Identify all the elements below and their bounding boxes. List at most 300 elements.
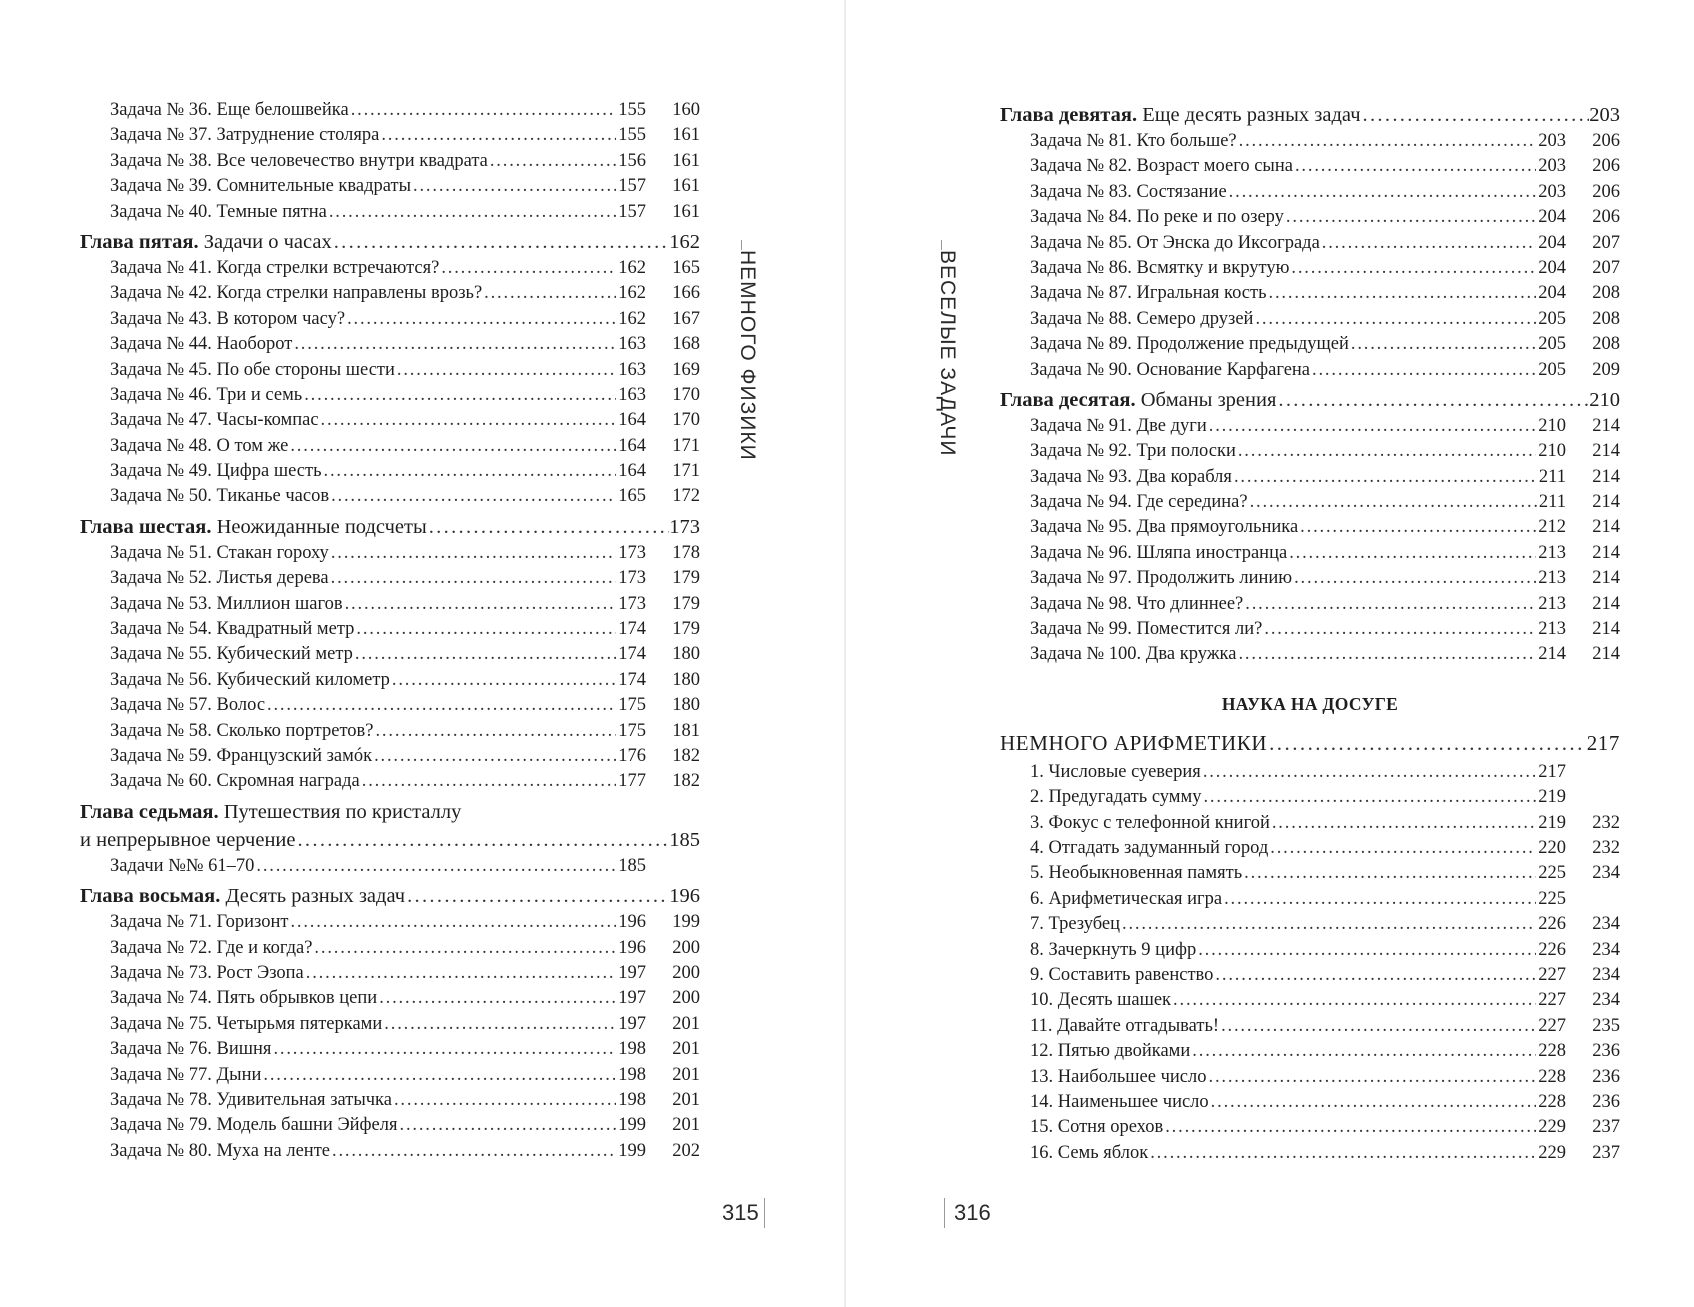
leader-dots — [1245, 592, 1536, 617]
leader-dots — [429, 513, 670, 541]
leader-dots — [267, 693, 616, 718]
leader-dots — [394, 1088, 616, 1113]
page-ref: 204 — [1538, 283, 1566, 304]
page-ref: 199 — [618, 1140, 646, 1161]
leader-dots — [1165, 1115, 1536, 1140]
answer-page-ref: 214 — [1592, 415, 1620, 436]
page-ref: 203 — [1538, 181, 1566, 202]
answer-page-ref: 179 — [672, 619, 700, 640]
toc-entry[interactable] — [80, 174, 700, 199]
answer-page-ref: 201 — [672, 1039, 700, 1060]
page-ref: 204 — [1538, 257, 1566, 278]
leader-dots — [1269, 726, 1585, 760]
answer-page-ref: 214 — [1592, 517, 1620, 538]
leader-dots — [397, 358, 616, 383]
page-ref: 196 — [618, 937, 646, 958]
page-ref: 155 — [618, 100, 646, 120]
answer-page-ref: 206 — [1592, 207, 1620, 228]
toc-entry[interactable] — [1000, 566, 1620, 591]
page-ref: 229 — [1538, 1142, 1566, 1163]
entry-title: Задача № 73. Рост Эзопа — [110, 962, 304, 983]
toc-entry[interactable] — [1000, 439, 1620, 464]
entry-title: Задача № 85. От Энска до Иксограда — [1030, 232, 1320, 253]
page-ref: 173 — [618, 593, 646, 614]
entry-title: 11. Давайте отгадывать! — [1030, 1015, 1220, 1036]
toc-chapter[interactable] — [80, 798, 700, 854]
answer-page-ref: 180 — [672, 669, 700, 690]
answer-page-ref: 214 — [1592, 492, 1620, 513]
leader-dots — [1272, 811, 1536, 836]
entry-title: Задача № 91. Две дуги — [1030, 415, 1207, 436]
toc-entry[interactable] — [1000, 592, 1620, 617]
entry-title: Задача № 97. Продолжить линию — [1030, 568, 1293, 589]
answer-page-ref: 214 — [1592, 619, 1620, 640]
entry-title: Задача № 79. Модель башни Эйфеля — [110, 1115, 398, 1136]
toc-entry[interactable] — [80, 123, 700, 148]
page-ref: 163 — [618, 334, 646, 355]
toc-chapter[interactable] — [1000, 101, 1620, 129]
entry-title: Задача № 49. Цифра шесть — [110, 461, 322, 482]
answer-page-ref: 171 — [672, 461, 700, 482]
leader-dots — [1211, 1090, 1537, 1115]
answer-page-ref: 200 — [672, 962, 700, 983]
leader-dots — [314, 936, 616, 961]
answer-page-ref: 167 — [672, 308, 700, 329]
entry-title: Задача № 39. Сомнительные квадраты — [110, 176, 412, 197]
answer-page-ref: 182 — [672, 771, 700, 792]
chapter-label: Глава десятая. — [1000, 388, 1136, 411]
answer-page-ref: 179 — [672, 568, 700, 589]
toc-entry[interactable] — [1000, 1014, 1620, 1039]
answer-page-ref: 172 — [672, 486, 700, 507]
toc-entry[interactable] — [80, 1113, 700, 1138]
leader-dots — [1229, 180, 1537, 205]
answer-page-ref: 214 — [1592, 568, 1620, 589]
answer-page-ref: 236 — [1592, 1066, 1620, 1087]
page-ref: 174 — [618, 644, 646, 665]
toc-entry[interactable] — [80, 358, 700, 383]
toc-entry[interactable] — [1000, 231, 1620, 256]
leader-dots — [331, 484, 616, 509]
page-ref: 157 — [618, 201, 646, 222]
toc-entry[interactable] — [80, 617, 700, 642]
leader-dots — [413, 174, 616, 199]
toc-entry[interactable] — [80, 986, 700, 1011]
answer-page-ref: 207 — [1592, 232, 1620, 253]
entry-title: 3. Фокус с телефонной книгой — [1030, 812, 1270, 833]
leader-dots — [1150, 1141, 1536, 1166]
page-ref: 226 — [1538, 914, 1566, 935]
running-title-divider — [941, 240, 942, 250]
toc-entry[interactable] — [1000, 205, 1620, 230]
leader-dots — [334, 228, 670, 256]
page-ref: 213 — [1538, 619, 1566, 640]
toc-entry[interactable] — [1000, 887, 1620, 912]
entry-title: Задача № 94. Где середина? — [1030, 492, 1248, 513]
answer-page-ref: 206 — [1592, 131, 1620, 151]
chapter-title-line — [80, 826, 700, 854]
entry-title: Задача № 57. Волос — [110, 695, 266, 716]
answer-page-ref: 200 — [672, 937, 700, 958]
toc-entry[interactable] — [1000, 988, 1620, 1013]
entry-title: Задача № 77. Дыни — [110, 1064, 262, 1085]
entry-title: Задача № 52. Листья дерева — [110, 568, 329, 589]
leader-dots — [1351, 332, 1536, 357]
entry-title: Задача № 71. Горизонт — [110, 912, 289, 933]
toc-entry[interactable] — [80, 566, 700, 591]
answer-page-ref: 201 — [672, 1115, 700, 1136]
chapter-title-line — [80, 798, 700, 826]
page-ref: 213 — [1538, 593, 1566, 614]
page-ref: 162 — [618, 283, 646, 304]
answer-page-ref: 180 — [672, 695, 700, 716]
leader-dots — [324, 459, 617, 484]
toc-entry[interactable] — [80, 98, 700, 123]
chapter-title: Еще десять разных задач — [1142, 104, 1361, 126]
page-ref: 156 — [618, 150, 646, 171]
page-ref: 203 — [1589, 104, 1620, 126]
leader-dots — [375, 719, 616, 744]
toc-entry[interactable] — [1000, 332, 1620, 357]
leader-dots — [1244, 861, 1536, 886]
leader-dots — [381, 123, 616, 148]
answer-page-ref: 166 — [672, 283, 700, 304]
toc-entry[interactable] — [80, 744, 700, 769]
entry-title: Задача № 98. Что длиннее? — [1030, 593, 1244, 614]
page-ref: 212 — [1538, 517, 1566, 538]
entry-title: Задача № 78. Удивительная затычка — [110, 1089, 392, 1110]
toc-entry[interactable] — [80, 854, 700, 879]
entry-title: Задача № 89. Продолжение предыдущей — [1030, 334, 1349, 355]
leader-dots — [384, 1012, 616, 1037]
leader-dots — [1224, 887, 1536, 912]
left-toc — [80, 98, 700, 1164]
answer-page-ref: 160 — [672, 100, 700, 120]
toc-entry[interactable] — [80, 1063, 700, 1088]
leader-dots — [1286, 205, 1536, 230]
entry-title: 10. Десять шашек — [1030, 990, 1172, 1011]
toc-chapter[interactable] — [80, 882, 700, 910]
toc-entry[interactable] — [80, 281, 700, 306]
chapter-title: Обманы зрения — [1140, 388, 1277, 411]
entry-title: Задача № 92. Три полоски — [1030, 441, 1236, 462]
leader-dots — [1312, 358, 1536, 383]
toc-entry[interactable] — [1000, 861, 1620, 886]
left-running-title: НЕМНОГО ФИЗИКИ — [736, 250, 759, 461]
left-page-number: 315 — [722, 1200, 759, 1225]
page-ref: 205 — [1538, 308, 1566, 329]
toc-entry[interactable] — [1000, 617, 1620, 642]
page-ref: 185 — [618, 855, 646, 876]
toc-entry[interactable] — [1000, 760, 1620, 785]
page-ref: 225 — [1538, 888, 1566, 909]
leader-dots — [297, 826, 667, 854]
page-ref: 175 — [618, 695, 646, 716]
leader-dots — [1234, 465, 1537, 490]
answer-page-ref: 236 — [1592, 1041, 1620, 1062]
leader-dots — [1289, 541, 1536, 566]
toc-entry[interactable] — [80, 541, 700, 566]
entry-title: Задача № 44. Наоборот — [110, 334, 293, 355]
answer-page-ref: 201 — [672, 1013, 700, 1034]
page-ref: 197 — [618, 1013, 646, 1034]
page-ref: 228 — [1538, 1066, 1566, 1087]
page-ref: 163 — [618, 384, 646, 405]
page-ref: 198 — [618, 1064, 646, 1085]
leader-dots — [263, 1063, 616, 1088]
answer-page-ref: 214 — [1592, 466, 1620, 487]
entry-title: Задача № 36. Еще белошвейка — [110, 100, 349, 120]
answer-page-ref: 169 — [672, 359, 700, 380]
toc-entry[interactable] — [1000, 154, 1620, 179]
section-heading: НАУКА НА ДОСУГЕ — [1221, 693, 1399, 714]
answer-page-ref: 161 — [672, 176, 700, 197]
entry-title: Задача № 74. Пять обрывков цепи — [110, 988, 378, 1009]
toc-entry[interactable] — [1000, 307, 1620, 332]
page-ref: 176 — [618, 745, 646, 766]
entry-title: Задача № 42. Когда стрелки направлены врозь? — [110, 283, 483, 304]
answer-page-ref: 234 — [1592, 863, 1620, 884]
toc-entry[interactable] — [1000, 281, 1620, 306]
entry-title: 1. Числовые суеверия — [1030, 761, 1201, 782]
toc-entry[interactable] — [80, 1037, 700, 1062]
chapter-title: Десять разных задач — [225, 885, 406, 908]
page-ref: 165 — [618, 486, 646, 507]
page-ref: 164 — [618, 435, 646, 456]
page-ref: 226 — [1538, 939, 1566, 960]
answer-page-ref: 214 — [1592, 441, 1620, 462]
toc-entry[interactable] — [1000, 358, 1620, 383]
leader-dots — [1209, 1065, 1537, 1090]
toc-entry[interactable] — [80, 459, 700, 484]
leader-dots — [1221, 1014, 1536, 1039]
page-ref: 213 — [1538, 568, 1566, 589]
entry-title — [80, 882, 405, 910]
toc-chapter[interactable] — [80, 513, 700, 541]
toc-entry[interactable] — [80, 936, 700, 961]
leader-dots — [392, 668, 616, 693]
answer-page-ref: 234 — [1592, 964, 1620, 985]
answer-page-ref: 234 — [1592, 939, 1620, 960]
leader-dots — [1173, 988, 1536, 1013]
toc-entry[interactable] — [80, 200, 700, 225]
chapter-title: Путешествия по кристаллу — [223, 800, 462, 823]
leader-dots — [356, 617, 616, 642]
entry-title: Задача № 84. По реке и по озеру — [1030, 207, 1284, 228]
answer-page-ref: 201 — [672, 1064, 700, 1085]
toc-entry[interactable] — [1000, 1065, 1620, 1090]
toc-entry[interactable] — [1000, 414, 1620, 439]
right-toc — [1000, 98, 1620, 1166]
toc-entry[interactable] — [1000, 963, 1620, 988]
entry-title: Задача № 82. Возраст моего сына — [1030, 156, 1293, 177]
toc-entry[interactable] — [80, 592, 700, 617]
page-ref: 211 — [1538, 466, 1566, 487]
answer-page-ref: 214 — [1592, 644, 1620, 665]
toc-entry[interactable] — [80, 693, 700, 718]
leader-dots — [1239, 129, 1537, 154]
toc-entry[interactable] — [80, 1012, 700, 1037]
leader-dots — [345, 592, 617, 617]
page-ref: 204 — [1538, 232, 1566, 253]
leader-dots — [347, 307, 616, 332]
toc-entry[interactable] — [80, 1088, 700, 1113]
entry-title: Задачи №№ 61–70 — [110, 855, 255, 876]
entry-title: 2. Предугадать сумму — [1030, 787, 1202, 808]
answer-page-ref: 214 — [1592, 542, 1620, 563]
entry-title: Задача № 43. В котором часу? — [110, 308, 346, 329]
page-ref: 217 — [1586, 730, 1620, 755]
leader-dots — [1322, 231, 1536, 256]
running-title-divider — [741, 240, 742, 250]
answer-page-ref: 208 — [1592, 308, 1620, 329]
page-ref: 173 — [669, 515, 700, 538]
toc-entry[interactable] — [80, 1139, 700, 1164]
toc-entry[interactable] — [80, 307, 700, 332]
toc-entry[interactable] — [1000, 515, 1620, 540]
entry-title: Задача № 80. Муха на ленте — [110, 1140, 330, 1161]
leader-dots — [273, 1037, 616, 1062]
entry-title: Задача № 93. Два корабля — [1030, 466, 1232, 487]
answer-page-ref: 161 — [672, 150, 700, 171]
toc-entry[interactable] — [1000, 1115, 1620, 1140]
toc-entry[interactable] — [1000, 811, 1620, 836]
page-ref: 162 — [618, 308, 646, 329]
toc-entry[interactable] — [1000, 1141, 1620, 1166]
toc-entry[interactable] — [1000, 642, 1620, 667]
toc-entry[interactable] — [1000, 1090, 1620, 1115]
toc-entry[interactable] — [80, 332, 700, 357]
entry-title: Задача № 54. Квадратный метр — [110, 619, 355, 640]
page-ref: 196 — [669, 885, 700, 908]
chapter-title: Задачи о часах — [203, 230, 332, 253]
toc-entry[interactable] — [1000, 1039, 1620, 1064]
toc-entry[interactable] — [1000, 180, 1620, 205]
toc-part[interactable] — [1000, 726, 1620, 760]
leader-dots — [407, 882, 669, 910]
toc-entry[interactable] — [80, 484, 700, 509]
leader-dots — [332, 1139, 616, 1164]
leader-dots — [1255, 307, 1536, 332]
entry-title: Задача № 48. О том же — [110, 435, 289, 456]
toc-entry[interactable] — [80, 769, 700, 794]
answer-page-ref: 180 — [672, 644, 700, 665]
entry-title: 14. Наименьшее число — [1030, 1091, 1209, 1112]
toc-entry[interactable] — [1000, 541, 1620, 566]
leader-dots — [306, 961, 616, 986]
toc-entry[interactable] — [1000, 912, 1620, 937]
answer-page-ref: 182 — [672, 745, 700, 766]
answer-page-ref: 170 — [672, 410, 700, 431]
toc-entry[interactable] — [1000, 836, 1620, 861]
toc-entry[interactable] — [80, 961, 700, 986]
leader-dots — [355, 642, 616, 667]
chapter-label: Глава девятая. — [1000, 104, 1138, 126]
answer-page-ref: 161 — [672, 201, 700, 222]
page-ref: 227 — [1538, 990, 1566, 1011]
toc-entry[interactable] — [80, 642, 700, 667]
toc-entry[interactable] — [80, 408, 700, 433]
toc-entry[interactable] — [80, 149, 700, 174]
page-ref: 173 — [618, 542, 646, 563]
toc-entry[interactable] — [80, 668, 700, 693]
page-ref: 217 — [1538, 761, 1566, 782]
entry-title: 6. Арифметическая игра — [1030, 888, 1223, 909]
entry-title: Задача № 88. Семеро друзей — [1030, 308, 1254, 329]
page-ref: 205 — [1538, 359, 1566, 380]
entry-title: 16. Семь яблок — [1030, 1142, 1149, 1163]
entry-title: Задача № 51. Стакан гороху — [110, 542, 329, 563]
toc-chapter[interactable] — [80, 228, 700, 256]
toc-entry[interactable] — [80, 383, 700, 408]
toc-entry[interactable] — [80, 719, 700, 744]
answer-page-ref: 200 — [672, 988, 700, 1009]
entry-title: Задача № 55. Кубический метр — [110, 644, 353, 665]
entry-title: НЕМНОГО АРИФМЕТИКИ — [1000, 730, 1268, 755]
leader-dots — [441, 256, 616, 281]
toc-entry[interactable] — [1000, 465, 1620, 490]
leader-dots — [1363, 101, 1590, 129]
leader-dots — [1278, 386, 1589, 414]
toc-entry[interactable] — [1000, 785, 1620, 810]
toc-entry[interactable] — [80, 434, 700, 459]
toc-entry[interactable] — [1000, 256, 1620, 281]
leader-dots — [484, 281, 616, 306]
leader-dots — [1203, 760, 1536, 785]
page-ref: 197 — [618, 988, 646, 1009]
entry-title: 12. Пятью двойками — [1030, 1041, 1191, 1062]
leader-dots — [1238, 642, 1536, 667]
leader-dots — [1203, 785, 1536, 810]
entry-title: Задача № 60. Скромная награда — [110, 771, 360, 792]
chapter-title: и непрерывное черчение — [80, 828, 296, 851]
chapter-label: Глава шестая. — [80, 515, 212, 538]
page-ref: 203 — [1538, 131, 1566, 151]
answer-page-ref: 237 — [1592, 1117, 1620, 1138]
entry-title: Задача № 59. Французский замóк — [110, 745, 373, 766]
leader-dots — [1209, 414, 1536, 439]
entry-title: Задача № 37. Затруднение столяра — [110, 125, 380, 146]
entry-title: Задача № 38. Все человечество внутри квадрата — [110, 150, 488, 171]
page-ref: 214 — [1538, 644, 1566, 665]
entry-title: Задача № 100. Два кружка — [1030, 644, 1237, 665]
page-ref: 205 — [1538, 334, 1566, 355]
leader-dots — [331, 566, 617, 591]
page-ref: 210 — [1538, 415, 1566, 436]
entry-title: Задача № 47. Часы-компас — [110, 410, 319, 431]
page-ref: 203 — [1538, 156, 1566, 177]
page-ref: 199 — [618, 1115, 646, 1136]
toc-entry[interactable] — [1000, 490, 1620, 515]
page-ref: 185 — [669, 828, 700, 851]
toc-entry[interactable] — [80, 910, 700, 935]
toc-entry[interactable] — [1000, 938, 1620, 963]
page-ref: 227 — [1538, 964, 1566, 985]
leader-dots — [1215, 963, 1536, 988]
toc-chapter[interactable] — [1000, 386, 1620, 414]
page-ref: 196 — [618, 912, 646, 933]
page-ref: 213 — [1538, 542, 1566, 563]
leader-dots — [351, 98, 617, 123]
page-ref: 155 — [618, 125, 646, 146]
chapter-label: Глава седьмая. — [80, 800, 219, 823]
entry-title: 13. Наибольшее число — [1030, 1066, 1207, 1087]
toc-entry[interactable] — [1000, 129, 1620, 154]
entry-title: Задача № 46. Три и семь — [110, 384, 303, 405]
toc-entry[interactable] — [80, 256, 700, 281]
entry-title: Задача № 76. Вишня — [110, 1039, 272, 1060]
page-ref: 198 — [618, 1089, 646, 1110]
